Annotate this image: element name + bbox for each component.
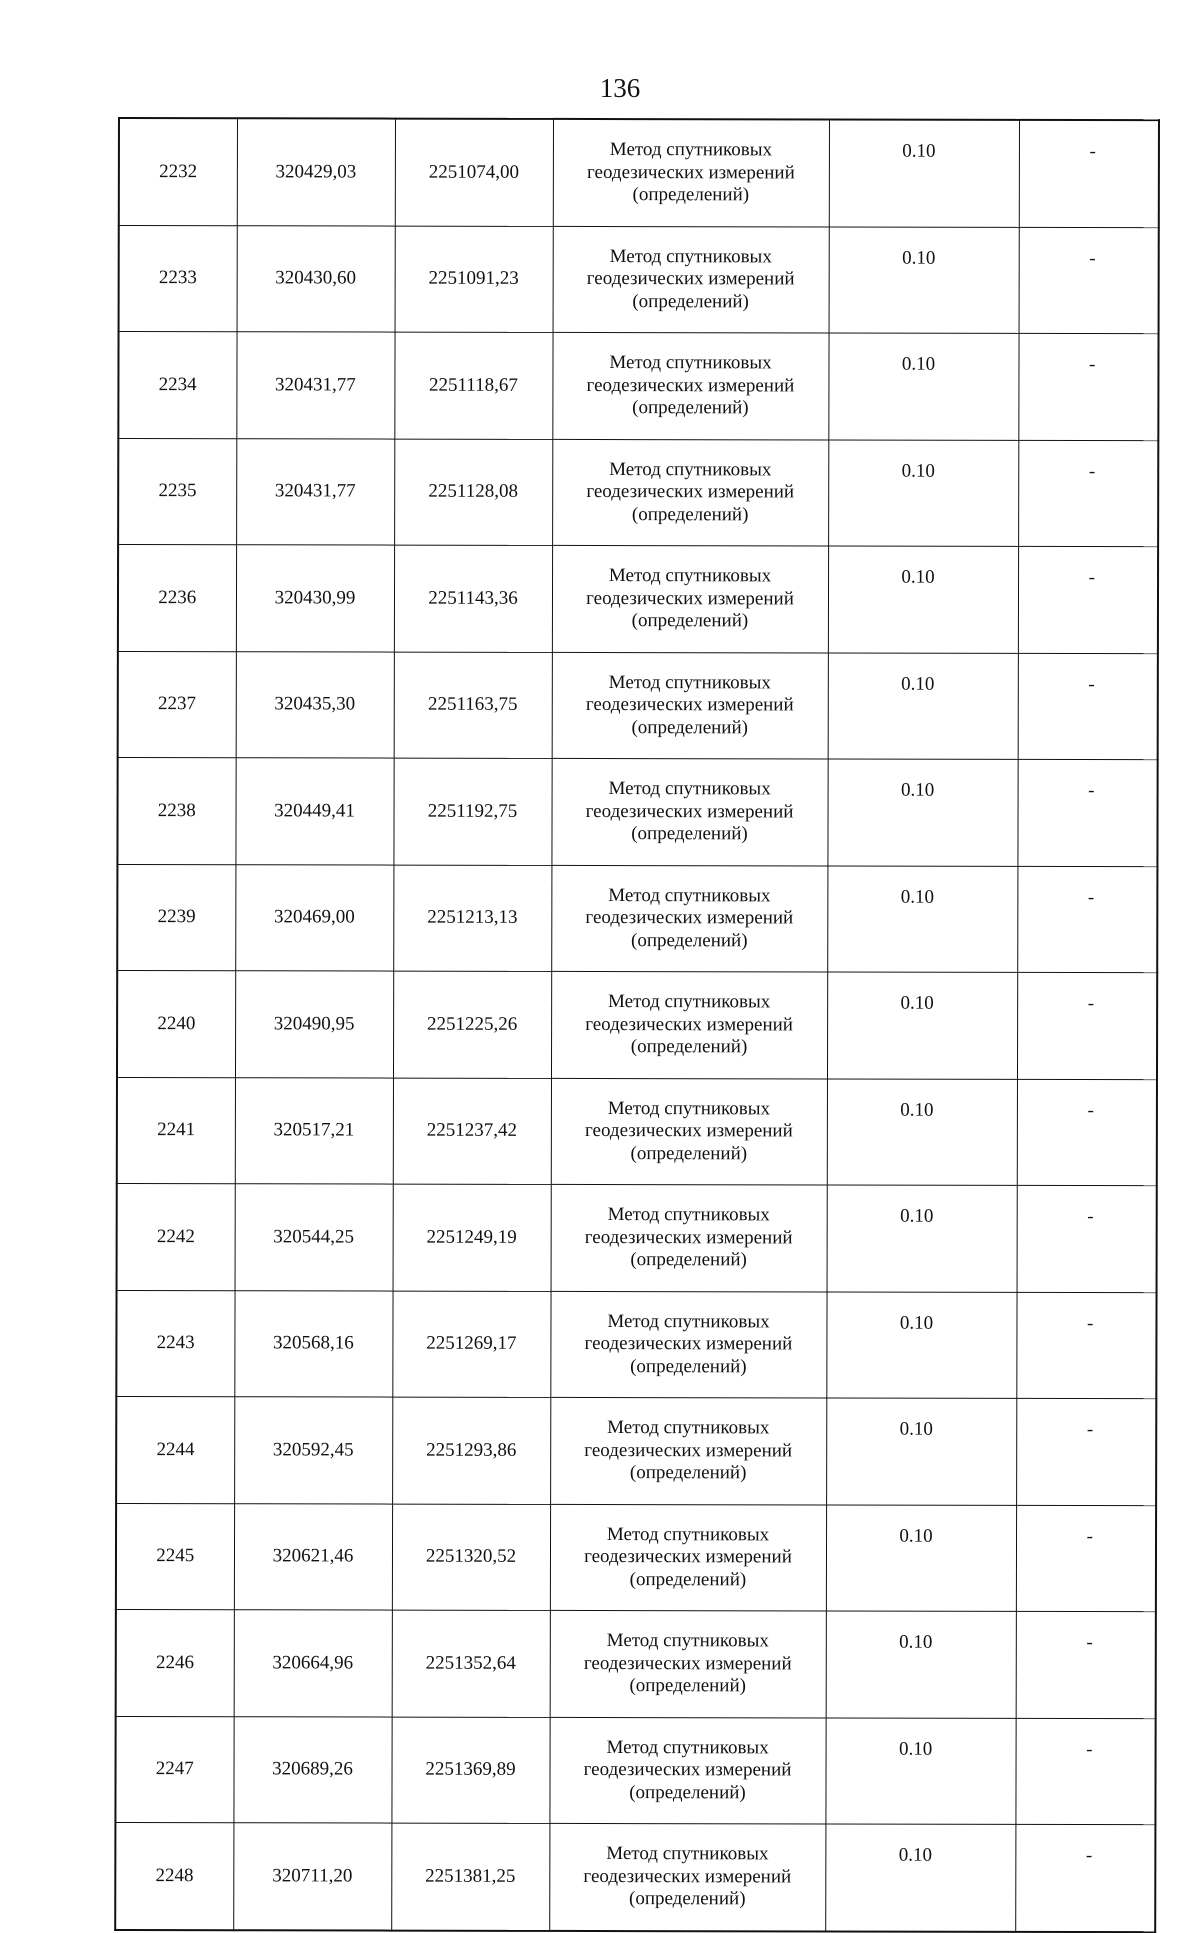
point-number-cell: 2242 [117,1183,235,1290]
accuracy-cell: 0.10 [828,333,1018,440]
table-row [118,651,1158,760]
method-cell [549,1823,825,1931]
point-number-cell: 2248 [115,1822,233,1929]
method-line: Метод спутниковых [607,1097,771,1119]
method-line: Метод спутниковых [606,1630,769,1652]
table-row [117,864,1157,973]
point-number-cell: 2232 [119,118,237,225]
method-line: геодезических измерений [583,1652,792,1674]
method-line: (определений) [632,397,749,419]
method-line: Метод спутниковых [606,1843,769,1865]
x-coordinate-cell: 320429,03 [237,118,395,225]
y-coordinate-cell: 2251074,00 [395,119,553,226]
table-row [116,1503,1156,1612]
method-cell [551,865,827,972]
table-row [117,758,1157,867]
point-number-cell: 2233 [119,225,237,332]
table-row [119,225,1159,334]
method-line: (определений) [630,929,748,951]
accuracy-cell: 0.10 [826,1611,1016,1718]
note-cell: - [1018,440,1158,547]
note-cell: - [1017,1079,1157,1186]
method-cell [552,439,828,546]
point-number-cell: 2247 [115,1716,233,1823]
table-row [118,332,1158,441]
method-line: (определений) [629,1675,747,1697]
table-row [117,1183,1157,1292]
method-line: Метод спутниковых [608,991,771,1013]
method-cell [550,1397,826,1504]
note-cell: - [1017,759,1157,866]
method-line: Метод спутниковых [609,352,772,374]
table-row [116,1396,1156,1505]
note-cell: - [1015,1718,1155,1825]
method-line: (определений) [631,610,749,632]
table-body [115,118,1159,1932]
method-line: Метод спутниковых [606,1736,769,1758]
accuracy-cell: 0.10 [825,1717,1015,1824]
point-number-cell: 2245 [116,1503,234,1610]
table-row [116,1290,1156,1399]
method-line: Метод спутниковых [608,671,771,693]
method-line: Метод спутниковых [609,139,773,161]
method-line: геодезических измерений [584,1545,792,1568]
y-coordinate-cell: 2251381,25 [391,1823,549,1930]
accuracy-cell: 0.10 [827,972,1017,1079]
point-number-cell: 2237 [118,651,236,758]
method-line: Метод спутниковых [608,565,772,587]
table-row [118,545,1158,654]
y-coordinate-cell: 2251352,64 [392,1610,550,1717]
point-number-cell: 2244 [116,1396,234,1503]
y-coordinate-cell: 2251320,52 [392,1504,550,1611]
note-cell: - [1017,866,1157,973]
method-cell [549,1717,825,1824]
method-cell [551,971,827,1078]
accuracy-cell: 0.10 [828,546,1018,653]
accuracy-cell: 0.10 [827,1078,1017,1185]
point-number-cell: 2236 [118,545,236,652]
table-row [117,1077,1157,1186]
method-line: геодезических измерений [584,1226,793,1248]
y-coordinate-cell: 2251249,19 [393,1184,551,1291]
note-cell: - [1016,1505,1156,1612]
note-cell: - [1018,653,1158,760]
method-line: (определений) [629,1462,747,1484]
x-coordinate-cell: 320711,20 [233,1823,391,1930]
y-coordinate-cell: 2251293,86 [392,1397,550,1504]
method-line: геодезических измерений [583,1758,792,1781]
x-coordinate-cell: 320469,00 [235,864,393,971]
page-number: 136 [599,73,641,103]
x-coordinate-cell: 320431,77 [236,438,394,545]
y-coordinate-cell: 2251237,42 [393,1078,551,1185]
method-cell [550,1291,826,1398]
x-coordinate-cell: 320449,41 [235,758,393,865]
method-line: геодезических измерений [585,693,794,716]
table-row [117,971,1157,1080]
x-coordinate-cell: 320568,16 [234,1290,392,1397]
x-coordinate-cell: 320430,99 [236,545,394,652]
accuracy-cell: 0.10 [826,1291,1016,1398]
method-line: (определений) [629,1568,747,1590]
method-cell [553,119,829,227]
table-row [115,1822,1155,1931]
y-coordinate-cell: 2251213,13 [393,865,551,972]
method-cell [551,758,827,865]
method-line: (определений) [632,290,749,312]
note-cell: - [1017,972,1157,1079]
point-number-cell: 2234 [118,332,236,439]
method-line: геодезических измерений [585,800,794,822]
point-number-cell: 2240 [117,971,235,1078]
x-coordinate-cell: 320517,21 [235,1077,393,1184]
accuracy-cell: 0.10 [828,652,1018,759]
note-cell: - [1018,333,1158,440]
method-line: геодезических измерений [586,267,795,290]
method-line: (определений) [630,1142,748,1164]
table-row [115,1716,1155,1825]
x-coordinate-cell: 320544,25 [235,1184,393,1291]
y-coordinate-cell: 2251269,17 [392,1291,550,1398]
coordinates-table [114,117,1160,1933]
method-line: (определений) [628,1888,746,1910]
coordinates-sheet [114,117,1158,1933]
method-line: (определений) [632,184,750,206]
method-line: Метод спутниковых [609,245,772,267]
method-line: геодезических измерений [584,1439,793,1461]
accuracy-cell: 0.10 [826,1398,1016,1505]
y-coordinate-cell: 2251128,08 [394,439,552,546]
note-cell: - [1017,1185,1157,1292]
accuracy-cell: 0.10 [829,119,1019,226]
x-coordinate-cell: 320621,46 [234,1503,392,1610]
method-cell [552,545,828,652]
point-number-cell: 2241 [117,1077,235,1184]
point-number-cell: 2246 [116,1609,234,1716]
x-coordinate-cell: 320435,30 [236,651,394,758]
y-coordinate-cell: 2251369,89 [391,1717,549,1824]
method-line: (определений) [630,1036,748,1058]
y-coordinate-cell: 2251091,23 [395,226,553,333]
y-coordinate-cell: 2251225,26 [393,971,551,1078]
accuracy-cell: 0.10 [829,226,1019,333]
accuracy-cell: 0.10 [827,1185,1017,1292]
x-coordinate-cell: 320430,60 [237,225,395,332]
accuracy-cell: 0.10 [828,439,1018,546]
note-cell: - [1019,227,1159,334]
method-cell [551,1078,827,1185]
method-cell [550,1504,826,1611]
method-cell [552,652,828,759]
x-coordinate-cell: 320431,77 [236,332,394,439]
x-coordinate-cell: 320490,95 [235,971,393,1078]
note-cell: - [1019,120,1159,227]
accuracy-cell: 0.10 [825,1824,1015,1931]
method-line: (определений) [629,1781,746,1803]
method-line: Метод спутниковых [607,1310,770,1332]
accuracy-cell: 0.10 [827,865,1017,972]
table-row [116,1609,1156,1718]
accuracy-cell: 0.10 [827,759,1017,866]
method-line: Метод спутниковых [608,778,771,800]
note-cell: - [1015,1824,1155,1931]
point-number-cell: 2238 [117,758,235,865]
accuracy-cell: 0.10 [826,1504,1016,1611]
method-line: геодезических измерений [586,587,794,609]
x-coordinate-cell: 320689,26 [233,1716,391,1823]
method-line: Метод спутниковых [607,1204,770,1226]
method-line: геодезических измерений [585,1013,794,1035]
method-line: (определений) [630,1249,747,1271]
note-cell: - [1018,546,1158,653]
point-number-cell: 2243 [116,1290,234,1397]
method-line: (определений) [631,503,749,525]
y-coordinate-cell: 2251163,75 [394,652,552,759]
method-line: геодезических измерений [584,1332,793,1355]
method-line: Метод спутниковых [608,884,771,906]
method-line: геодезических измерений [585,906,794,929]
method-line: геодезических измерений [586,374,795,396]
note-cell: - [1016,1611,1156,1718]
method-cell [550,1610,826,1717]
y-coordinate-cell: 2251192,75 [393,758,551,865]
method-line: (определений) [630,1355,747,1377]
note-cell: - [1016,1292,1156,1399]
method-line: (определений) [631,823,748,845]
table-row [119,118,1159,227]
method-line: Метод спутниковых [606,1523,770,1545]
method-line: Метод спутниковых [609,458,772,480]
y-coordinate-cell: 2251118,67 [394,332,552,439]
method-cell [553,226,829,333]
table-row [118,438,1158,547]
point-number-cell: 2235 [118,438,236,545]
method-line: геодезических измерений [586,161,795,183]
y-coordinate-cell: 2251143,36 [394,545,552,652]
method-line: Метод спутниковых [607,1417,770,1439]
method-line: (определений) [631,716,749,738]
method-cell [551,1184,827,1291]
method-cell [552,332,828,439]
x-coordinate-cell: 320592,45 [234,1397,392,1504]
method-line: геодезических измерений [584,1119,793,1142]
point-number-cell: 2239 [117,864,235,971]
note-cell: - [1016,1398,1156,1505]
x-coordinate-cell: 320664,96 [234,1610,392,1717]
method-line: геодезических измерений [586,480,795,503]
method-line: геодезических измерений [583,1865,792,1887]
